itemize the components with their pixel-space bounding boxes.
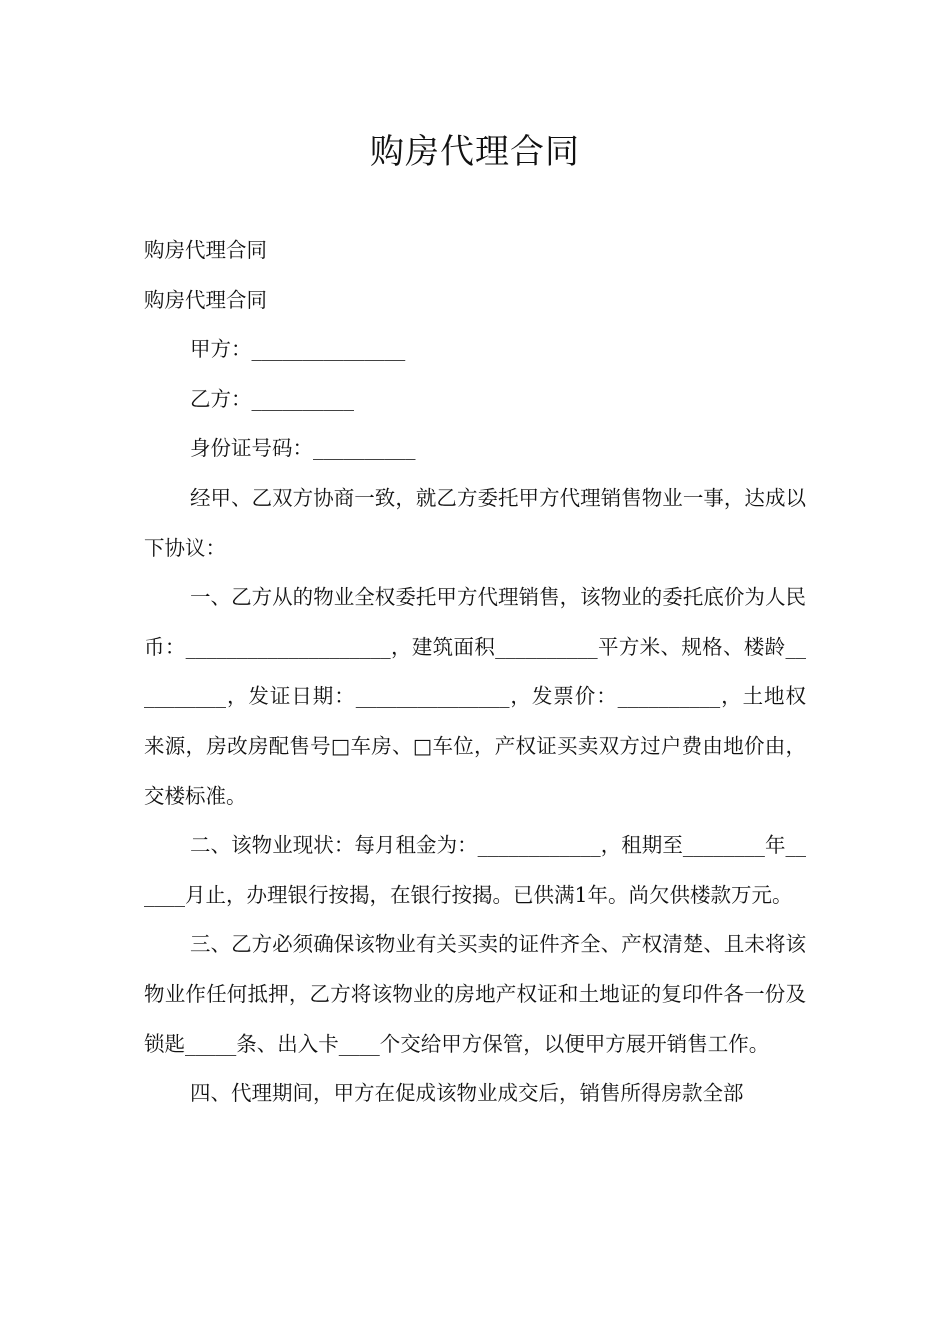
party-b-line: 乙方：__________ — [190, 386, 354, 411]
party-a-line: 甲方：_______________ — [190, 337, 406, 362]
clause-3-paragraph: 三、乙方必须确保该物业有关买卖的证件齐全、产权清楚、且未将该物业作任何抵押，乙方将该物业的房地产权证和土地证的复印件各一份及锁匙_____条、出入卡____个交给甲方保管，以便甲方展开销售工作。 — [144, 932, 806, 1056]
document-body — [144, 226, 806, 1119]
subtitle-line-2: 购房代理合同 — [144, 287, 267, 312]
agreement-intro-paragraph: 经甲、乙双方协商一致，就乙方委托甲方代理销售物业一事，达成以下协议： — [144, 485, 806, 560]
subtitle-line-1: 购房代理合同 — [144, 238, 267, 262]
clause-2-paragraph: 二、该物业现状：每月租金为：____________，租期至________年______月止，办理银行按揭，在银行按揭。已供满1年。尚欠供楼款万元。 — [144, 833, 806, 907]
clause-1-paragraph: 一、乙方从的物业全权委托甲方代理销售，该物业的委托底价为人民币：____________________，建筑面积__________平方米、规格、楼龄__________，发证日期：_______________，发票价：__________，土地权来源，房改房配售号□车房、□车位，产权证买卖双方过户费由地价由，交楼标准。 — [144, 585, 806, 808]
document-title: 购房代理合同 — [370, 132, 580, 172]
id-number-line: 身份证号码：__________ — [190, 436, 416, 461]
clause-4-paragraph: 四、代理期间，甲方在促成该物业成交后，销售所得房款全部 — [190, 1081, 744, 1106]
